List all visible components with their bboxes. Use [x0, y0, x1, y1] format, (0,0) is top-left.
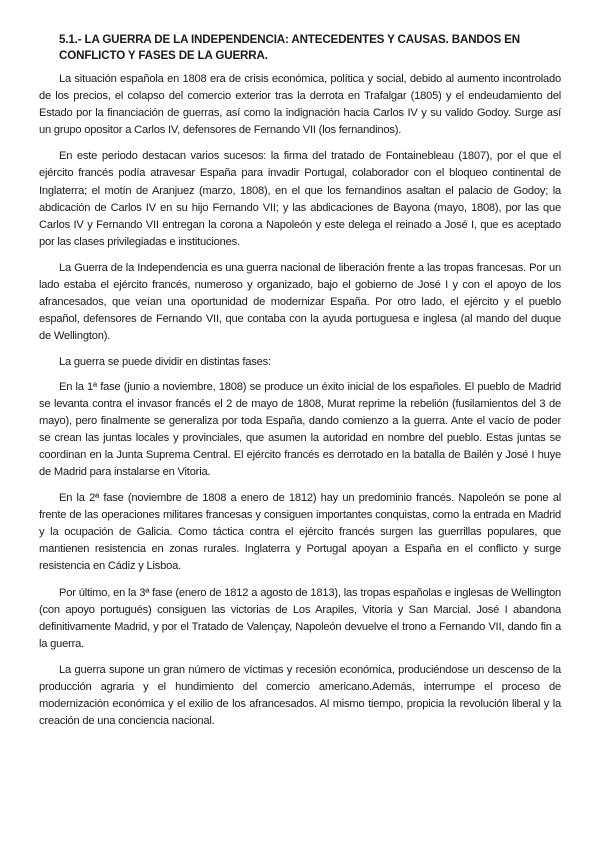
document-page [39, 32, 561, 739]
paragraph-consequences: La guerra supone un gran número de víctimas y recesión económica, produciéndose un descenso de la producción agraria y el hundimiento del comercio americano.Además, interrumpe el proceso de modernización económica y el exilio de los afrancesados. Al mismo tiempo, propicia la revolución liberal y la creación de una conciencia nacional. [39, 663, 561, 728]
paragraph-phase-1: En la 1ª fase (junio a noviembre, 1808) se produce un éxito inicial de los españoles. El pueblo de Madrid se levanta contra el invasor francés el 2 de mayo de 1808, Murat reprime la rebelión (fusilamientos del 3 de mayo), pero finalmente se generaliza por toda España, dando comienzo a la guerra. Ante el vacío de poder se crean las juntas locales y provinciales, que asumen la autoridad en nombre del pueblo. Estas juntas se coordinan en la Junta Suprema Central. El ejército francés es derrotado en la batalla de Bailén y José I huye de Madrid para instalarse en Vitoria. [39, 380, 561, 478]
paragraph-phase-2: En la 2ª fase (noviembre de 1808 a enero de 1812) hay un predominio francés. Napoleón se pone al frente de las operaciones militares francesas y consiguen importantes conquistas, como la entrada en Madrid y la ocupación de Galicia. Como táctica contra el ejército francés surgen las guerrillas populares, que mantienen resistencia en zonas rurales. Inglaterra y Portugal apoyan a España en el conflicto y surge resistencia en Cádiz y Lisboa. [39, 492, 561, 573]
paragraph-events: En este periodo destacan varios sucesos: la firma del tratado de Fontainebleau (1807), por el que el ejército francés podía atravesar España para invadir Portugal, colaborador con el bloqueo continental de Inglaterra; el motín de Aranjuez (marzo, 1808), en el que los fernandinos asaltan el palacio de Godoy; la abdicación de Carlos IV en su hijo Fernando VII; y las abdicaciones de Bayona (mayo, 1808), por las que Carlos IV y Fernando VII entregan la corona a Napoleón y este delega el reinado a José I, que es aceptado por las clases privilegiadas e instituciones. [39, 150, 561, 248]
paragraph-sides: La Guerra de la Independencia es una guerra nacional de liberación frente a las tropas francesas. Por un lado estaba el ejército francés, numeroso y organizado, bajo el gobierno de José I y con el apoyo de los afrancesados, que veían una oportunidad de modernizar España. Por otro lado, el ejército y el pueblo español, defensores de Fernando VII, que contaba con la ayuda portuguesa e inglesa (al mando del duque de Wellington). [39, 261, 561, 343]
document-title: 5.1.- LA GUERRA DE LA INDEPENDENCIA: ANTECEDENTES Y CAUSAS. BANDOS EN CONFLICTO Y FASES DE LA GUERRA. [59, 33, 520, 62]
paragraph-phases-intro: La guerra se puede dividir en distintas fases: [59, 356, 271, 369]
paragraph-phase-3: Por último, en la 3ª fase (enero de 1812 a agosto de 1813), las tropas españolas e inglesas de Wellington (con apoyo portugués) consiguen las victorias de Los Arapiles, Vitoria y San Marcial. José I abandona definitivamente Madrid, y por el Tratado de Valençay, Napoleón devuelve el trono a Fernando VII, dando fin a la guerra. [39, 586, 561, 650]
paragraph-situation: La situación española en 1808 era de crisis económica, política y social, debido al aumento incontrolado de los precios, el colapso del comercio exterior tras la derrota en Trafalgar (1805) y el endeudamiento del Estado por la financiación de guerras, así como la indignación hacia Carlos IV y su valido Godoy. Surge así un grupo opositor a Carlos IV, defensores de Fernando VII (los fernandinos). [39, 73, 561, 137]
